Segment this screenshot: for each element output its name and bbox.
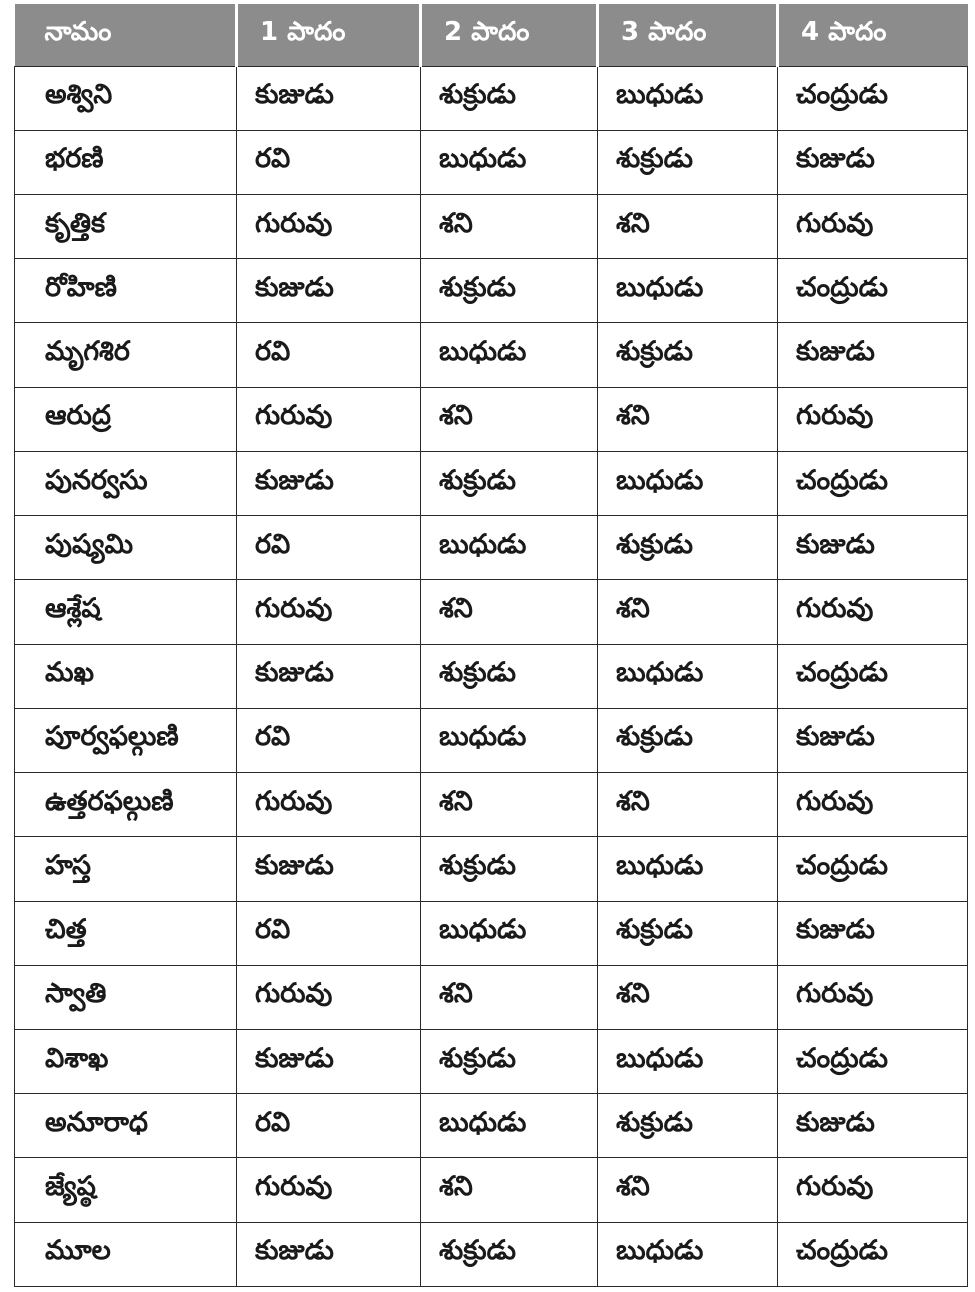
pada-2-cell: శుక్రుడు — [421, 837, 598, 901]
table-row — [15, 1094, 968, 1158]
header-row — [15, 4, 968, 66]
nakshatra-name-cell: పుష్యమి — [15, 516, 237, 580]
pada-3-cell: శుక్రుడు — [598, 901, 778, 965]
pada-4-cell: గురువు — [778, 387, 968, 451]
nakshatra-name-cell: ఉత్తరఫల్గుణి — [15, 773, 237, 837]
pada-4-cell: కుజుడు — [778, 1094, 968, 1158]
pada-1-cell: రవి — [237, 1094, 421, 1158]
nakshatra-name-cell: చిత్త — [15, 901, 237, 965]
pada-1-cell: కుజుడు — [237, 259, 421, 323]
pada-2-cell: శుక్రుడు — [421, 259, 598, 323]
pada-4-cell: కుజుడు — [778, 130, 968, 194]
table-row — [15, 259, 968, 323]
pada-3-cell: బుధుడు — [598, 259, 778, 323]
pada-2-cell: శని — [421, 194, 598, 258]
nakshatra-name-cell: మఖ — [15, 644, 237, 708]
pada-4-cell: చంద్రుడు — [778, 66, 968, 130]
table-row — [15, 1222, 968, 1286]
pada-4-cell: చంద్రుడు — [778, 1222, 968, 1286]
table-row — [15, 580, 968, 644]
pada-3-cell: శుక్రుడు — [598, 323, 778, 387]
pada-3-cell: శుక్రుడు — [598, 130, 778, 194]
header-pada-4: 4 పాదం — [778, 4, 968, 66]
pada-4-cell: గురువు — [778, 194, 968, 258]
pada-3-cell: బుధుడు — [598, 837, 778, 901]
pada-1-cell: రవి — [237, 708, 421, 772]
nakshatra-name-cell: స్వాతి — [15, 965, 237, 1029]
pada-1-cell: గురువు — [237, 387, 421, 451]
table-row — [15, 965, 968, 1029]
nakshatra-name-cell: ఆశ్లేష — [15, 580, 237, 644]
pada-3-cell: బుధుడు — [598, 1030, 778, 1094]
pada-2-cell: శుక్రుడు — [421, 1030, 598, 1094]
pada-3-cell: శని — [598, 194, 778, 258]
nakshatra-name-cell: అశ్విని — [15, 66, 237, 130]
pada-2-cell: శని — [421, 965, 598, 1029]
pada-4-cell: కుజుడు — [778, 708, 968, 772]
pada-3-cell: శుక్రుడు — [598, 1094, 778, 1158]
pada-3-cell: శని — [598, 965, 778, 1029]
pada-2-cell: శని — [421, 773, 598, 837]
pada-4-cell: చంద్రుడు — [778, 644, 968, 708]
pada-2-cell: శుక్రుడు — [421, 644, 598, 708]
pada-2-cell: శుక్రుడు — [421, 451, 598, 515]
table-row — [15, 130, 968, 194]
pada-1-cell: రవి — [237, 516, 421, 580]
table-row — [15, 1158, 968, 1222]
pada-3-cell: శని — [598, 773, 778, 837]
pada-1-cell: కుజుడు — [237, 1030, 421, 1094]
pada-1-cell: గురువు — [237, 965, 421, 1029]
nakshatra-name-cell: పూర్వఫల్గుణి — [15, 708, 237, 772]
nakshatra-pada-table — [14, 4, 968, 1287]
pada-1-cell: గురువు — [237, 580, 421, 644]
pada-3-cell: శుక్రుడు — [598, 708, 778, 772]
pada-4-cell: చంద్రుడు — [778, 837, 968, 901]
table-row — [15, 387, 968, 451]
pada-2-cell: బుధుడు — [421, 130, 598, 194]
pada-2-cell: బుధుడు — [421, 901, 598, 965]
header-pada-1: 1 పాదం — [237, 4, 421, 66]
table-row — [15, 837, 968, 901]
pada-3-cell: శుక్రుడు — [598, 516, 778, 580]
pada-2-cell: బుధుడు — [421, 516, 598, 580]
pada-4-cell: కుజుడు — [778, 901, 968, 965]
table-row — [15, 66, 968, 130]
pada-2-cell: శని — [421, 387, 598, 451]
pada-2-cell: శుక్రుడు — [421, 1222, 598, 1286]
nakshatra-name-cell: మూల — [15, 1222, 237, 1286]
pada-2-cell: బుధుడు — [421, 323, 598, 387]
pada-1-cell: రవి — [237, 323, 421, 387]
pada-3-cell: బుధుడు — [598, 644, 778, 708]
pada-3-cell: బుధుడు — [598, 1222, 778, 1286]
nakshatra-name-cell: ఆరుద్ర — [15, 387, 237, 451]
pada-1-cell: గురువు — [237, 1158, 421, 1222]
table-row — [15, 516, 968, 580]
table-row — [15, 1030, 968, 1094]
pada-1-cell: గురువు — [237, 194, 421, 258]
pada-1-cell: గురువు — [237, 773, 421, 837]
table-row — [15, 323, 968, 387]
pada-4-cell: కుజుడు — [778, 516, 968, 580]
nakshatra-name-cell: భరణి — [15, 130, 237, 194]
pada-3-cell: బుధుడు — [598, 451, 778, 515]
pada-1-cell: కుజుడు — [237, 66, 421, 130]
header-pada-3: 3 పాదం — [598, 4, 778, 66]
table-row — [15, 901, 968, 965]
pada-4-cell: గురువు — [778, 580, 968, 644]
pada-2-cell: శుక్రుడు — [421, 66, 598, 130]
pada-1-cell: కుజుడు — [237, 451, 421, 515]
pada-4-cell: చంద్రుడు — [778, 451, 968, 515]
pada-1-cell: రవి — [237, 901, 421, 965]
pada-4-cell: గురువు — [778, 965, 968, 1029]
pada-3-cell: శని — [598, 1158, 778, 1222]
nakshatra-name-cell: పునర్వసు — [15, 451, 237, 515]
header-pada-2: 2 పాదం — [421, 4, 598, 66]
header-name: నామం — [15, 4, 237, 66]
nakshatra-name-cell: రోహిణి — [15, 259, 237, 323]
nakshatra-name-cell: జ్యేష్ఠ — [15, 1158, 237, 1222]
table-row — [15, 451, 968, 515]
pada-4-cell: చంద్రుడు — [778, 1030, 968, 1094]
nakshatra-name-cell: విశాఖ — [15, 1030, 237, 1094]
pada-3-cell: శని — [598, 580, 778, 644]
nakshatra-name-cell: కృత్తిక — [15, 194, 237, 258]
pada-2-cell: శని — [421, 580, 598, 644]
table-row — [15, 773, 968, 837]
table-row — [15, 194, 968, 258]
pada-4-cell: గురువు — [778, 1158, 968, 1222]
nakshatra-name-cell: అనూరాధ — [15, 1094, 237, 1158]
pada-1-cell: రవి — [237, 130, 421, 194]
nakshatra-name-cell: హస్త — [15, 837, 237, 901]
pada-4-cell: గురువు — [778, 773, 968, 837]
pada-3-cell: బుధుడు — [598, 66, 778, 130]
pada-2-cell: శని — [421, 1158, 598, 1222]
pada-3-cell: శని — [598, 387, 778, 451]
table-body — [15, 66, 968, 1287]
table-row — [15, 708, 968, 772]
table-row — [15, 644, 968, 708]
table-header — [15, 4, 968, 66]
nakshatra-name-cell: మృగశిర — [15, 323, 237, 387]
pada-2-cell: బుధుడు — [421, 708, 598, 772]
pada-2-cell: బుధుడు — [421, 1094, 598, 1158]
pada-1-cell: కుజుడు — [237, 837, 421, 901]
pada-4-cell: చంద్రుడు — [778, 259, 968, 323]
pada-4-cell: కుజుడు — [778, 323, 968, 387]
pada-1-cell: కుజుడు — [237, 644, 421, 708]
nakshatra-table-frame — [14, 4, 967, 1287]
pada-1-cell: కుజుడు — [237, 1222, 421, 1286]
